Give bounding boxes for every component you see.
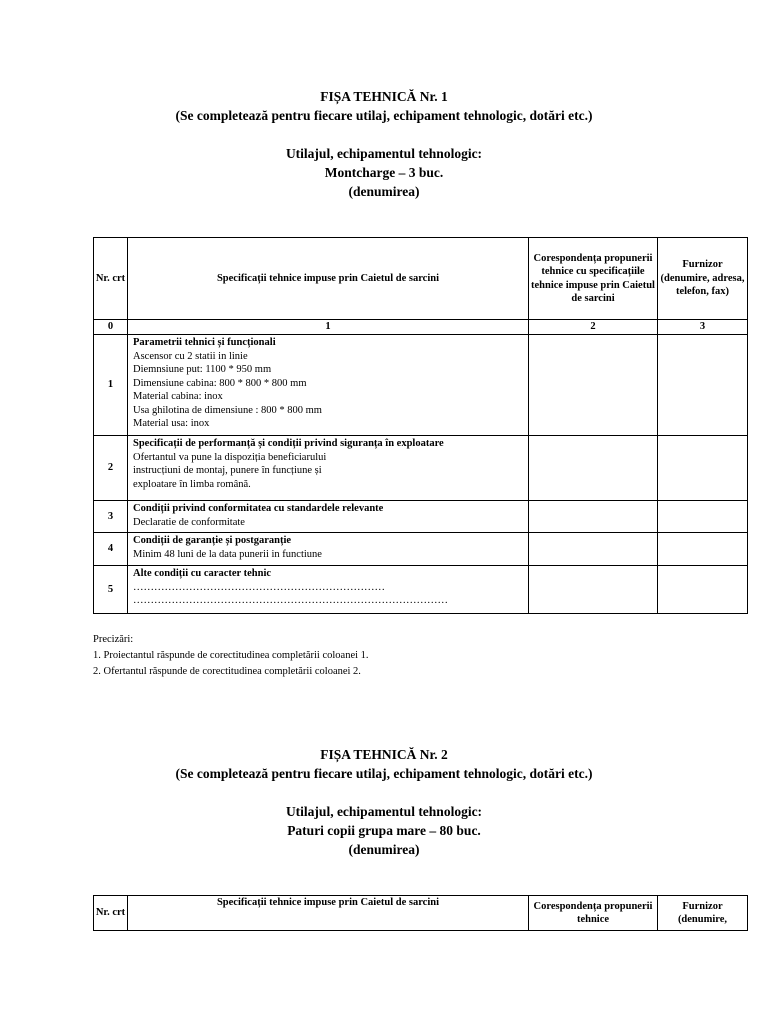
note-item: 1. Proiectantul răspunde de corectitudinea completării coloanei 1. <box>93 650 369 661</box>
spec-heading: Parametrii tehnici și funcționali <box>133 337 276 348</box>
index-cell: 2 <box>529 320 658 335</box>
spec-cell <box>128 533 529 566</box>
sheet2-title: FIȘA TEHNICĂ Nr. 2 <box>320 747 448 762</box>
corespondenta-cell[interactable] <box>529 335 658 436</box>
index-cell: 0 <box>94 320 128 335</box>
sheet2-title-block <box>0 745 768 859</box>
spec-heading: Specificații de performanță și condiții privind siguranța în exploatare <box>133 438 444 449</box>
corespondenta-cell[interactable] <box>529 501 658 533</box>
header-furnizor: Furnizor (denumire, <box>658 896 748 931</box>
spec-line: Diemnsiune put: 1100 * 950 mm <box>133 364 272 375</box>
table-row <box>94 335 748 436</box>
spec-line: Usa ghilotina de dimensiune : 800 * 800 mm <box>133 404 322 416</box>
header-corespondenta: Corespondența propunerii tehnice cu specificațiile tehnice impuse prin Caietul de sarcini <box>529 238 658 320</box>
spec-heading: Condiții de garanție și postgaranție <box>133 535 292 546</box>
sheet2-equipment-label: Utilajul, echipamentul tehnologic: <box>285 804 483 819</box>
header-nr-crt: Nr. crt <box>94 238 128 320</box>
furnizor-cell[interactable] <box>658 501 748 533</box>
sheet1-equipment-name: Montcharge – 3 buc. <box>324 165 444 180</box>
spec-cell <box>128 566 529 614</box>
spec-line: Dimensiune cabina: 800 * 800 * 800 mm <box>133 377 307 389</box>
table-header-row <box>94 896 748 931</box>
header-nr-crt: Nr. crt <box>94 896 128 931</box>
sheet1-title: FIȘA TEHNICĂ Nr. 1 <box>320 89 448 104</box>
sheet1-equipment-caption: (denumirea) <box>348 184 420 199</box>
spec-line: Declaratie de conformitate <box>133 516 245 528</box>
table-row <box>94 566 748 614</box>
furnizor-cell[interactable] <box>658 566 748 614</box>
sheet2-equipment-name: Paturi copii grupa mare – 80 buc. <box>287 823 481 838</box>
spec-line: instrucțiuni de montaj, punere în funcțiune și <box>133 465 322 476</box>
row-number: 1 <box>94 335 128 436</box>
furnizor-cell[interactable] <box>658 335 748 436</box>
table-index-row <box>94 320 748 335</box>
header-specificatii: Specificații tehnice impuse prin Caietul de sarcini <box>128 238 529 320</box>
header-specificatii: Specificații tehnice impuse prin Caietul de sarcini <box>128 896 529 931</box>
spec-line: ……………………………………………………………… <box>133 581 385 593</box>
table-row <box>94 436 748 501</box>
row-number: 4 <box>94 533 128 566</box>
sheet1-subtitle: (Se completează pentru fiecare utilaj, echipament tehnologic, dotări etc.) <box>175 108 593 123</box>
header-furnizor: Furnizor (denumire, adresa, telefon, fax) <box>658 238 748 320</box>
sheet2-spec-table <box>93 895 748 931</box>
spec-line: Minim 48 luni de la data punerii in functiune <box>133 548 322 560</box>
corespondenta-cell[interactable] <box>529 566 658 614</box>
spec-line: ……………………………………………………………………………… <box>133 595 448 606</box>
row-number: 3 <box>94 501 128 533</box>
row-number: 5 <box>94 566 128 614</box>
spec-cell <box>128 436 529 501</box>
spec-heading: Condiții privind conformitatea cu standardele relevante <box>133 503 384 514</box>
sheet1-title-block <box>0 87 768 201</box>
table-row <box>94 533 748 566</box>
sheet2-subtitle: (Se completează pentru fiecare utilaj, echipament tehnologic, dotări etc.) <box>175 766 593 781</box>
notes-block <box>93 632 369 680</box>
sheet2-equipment-caption: (denumirea) <box>348 842 420 857</box>
furnizor-cell[interactable] <box>658 436 748 501</box>
index-cell: 1 <box>128 320 529 335</box>
header-corespondenta: Corespondența propunerii tehnice <box>529 896 658 931</box>
row-number: 2 <box>94 436 128 501</box>
table-header-row <box>94 238 748 320</box>
sheet1-spec-table <box>93 237 748 614</box>
index-cell: 3 <box>658 320 748 335</box>
note-item: 2. Ofertantul răspunde de corectitudinea completării coloanei 2. <box>93 666 361 677</box>
spec-cell <box>128 501 529 533</box>
table-row <box>94 501 748 533</box>
spec-line: Material cabina: inox <box>133 391 223 402</box>
sheet1-equipment-label: Utilajul, echipamentul tehnologic: <box>285 146 483 161</box>
spec-heading: Alte condiții cu caracter tehnic <box>133 568 272 579</box>
spec-line: exploatare în limba română. <box>133 478 251 490</box>
corespondenta-cell[interactable] <box>529 533 658 566</box>
spec-line: Material usa: inox <box>133 418 210 429</box>
spec-line: Ofertantul va pune la dispoziția beneficiarului <box>133 451 327 463</box>
notes-title: Precizări: <box>93 634 134 645</box>
spec-cell <box>128 335 529 436</box>
corespondenta-cell[interactable] <box>529 436 658 501</box>
furnizor-cell[interactable] <box>658 533 748 566</box>
spec-line: Ascensor cu 2 statii in linie <box>133 350 248 362</box>
